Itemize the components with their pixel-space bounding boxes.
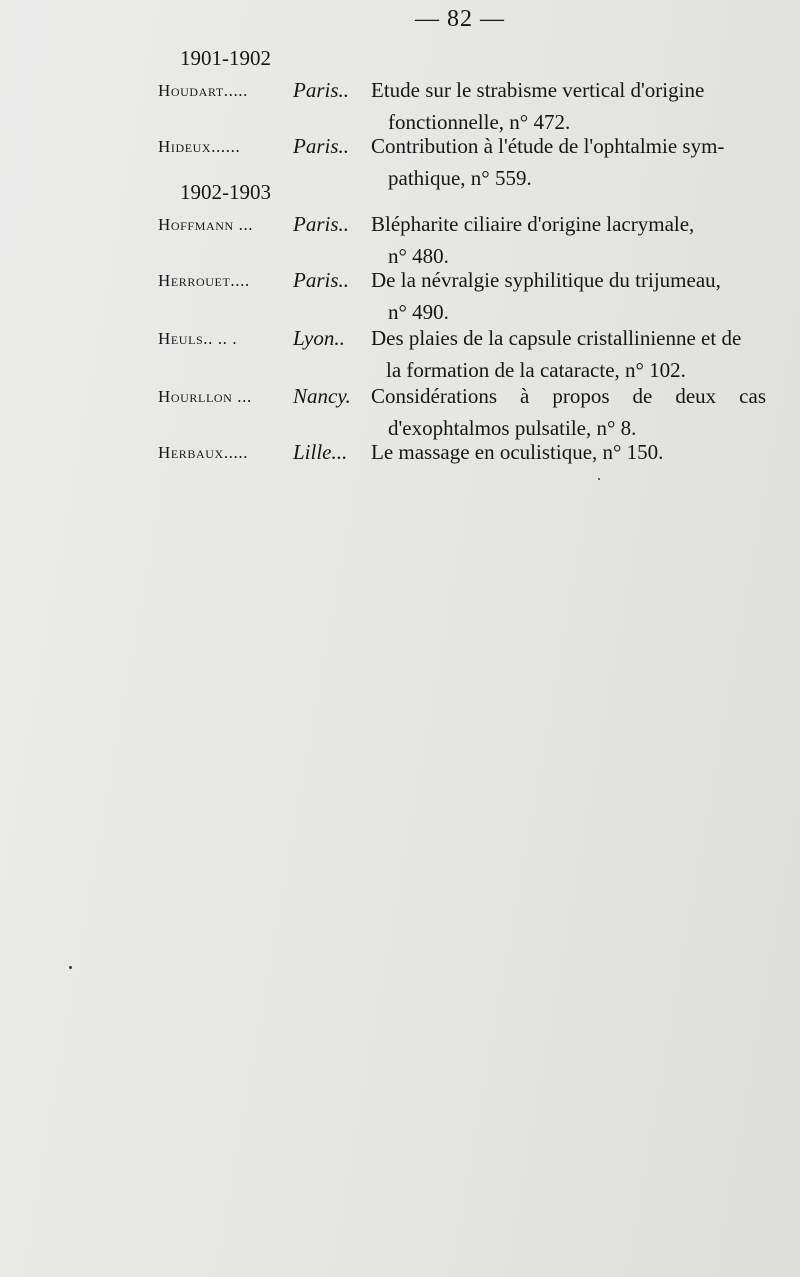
author-name: Heuls.. .. .: [158, 329, 238, 348]
author-name: Hideux......: [158, 137, 241, 156]
city: Paris..: [293, 268, 350, 292]
thesis-title-continuation: n° 490.: [388, 300, 449, 324]
thesis-title: Blépharite ciliaire d'origine lacrymale,: [371, 212, 695, 236]
city: Lille...: [293, 440, 348, 464]
city: Nancy.: [293, 384, 351, 408]
thesis-title: Le massage en oculistique, n° 150.: [371, 440, 664, 464]
thesis-entry: [158, 384, 778, 448]
thesis-entry: [158, 78, 778, 142]
author-name: Houdart.....: [158, 81, 249, 100]
page-number: — 82 —: [415, 6, 505, 32]
thesis-title: De la névralgie syphilitique du trijumeau,: [371, 268, 721, 292]
city: Paris..: [293, 134, 350, 158]
city: Paris..: [293, 212, 350, 236]
author-name: Hourllon ...: [158, 387, 252, 406]
thesis-entry: [158, 268, 778, 332]
thesis-title: Des plaies de la capsule cristallinienne et de: [371, 326, 742, 350]
thesis-title-continuation: fonctionnelle, n° 472.: [388, 110, 571, 134]
thesis-title: Considérations à propos de deux cas: [371, 384, 766, 408]
thesis-title: Contribution à l'étude de l'ophtalmie sym-: [371, 134, 725, 158]
thesis-entry: [158, 440, 778, 472]
thesis-title: Etude sur le strabisme vertical d'origine: [371, 78, 705, 102]
thesis-title-continuation: la formation de la cataracte, n° 102.: [386, 358, 686, 382]
thesis-entry: [158, 212, 778, 276]
author-name: Hoffmann ...: [158, 215, 254, 234]
thesis-entry: [158, 326, 778, 390]
year-heading: 1902-1903: [180, 180, 271, 204]
thesis-title-continuation: n° 480.: [388, 244, 449, 268]
city: Paris..: [293, 78, 350, 102]
author-name: Herrouet....: [158, 271, 250, 290]
year-heading: 1901-1902: [180, 46, 271, 70]
city: Lyon..: [293, 326, 345, 350]
author-name: Herbaux.....: [158, 443, 249, 462]
thesis-title-continuation: d'exophtalmos pulsatile, n° 8.: [388, 416, 637, 440]
thesis-title-continuation: pathique, n° 559.: [388, 166, 532, 190]
